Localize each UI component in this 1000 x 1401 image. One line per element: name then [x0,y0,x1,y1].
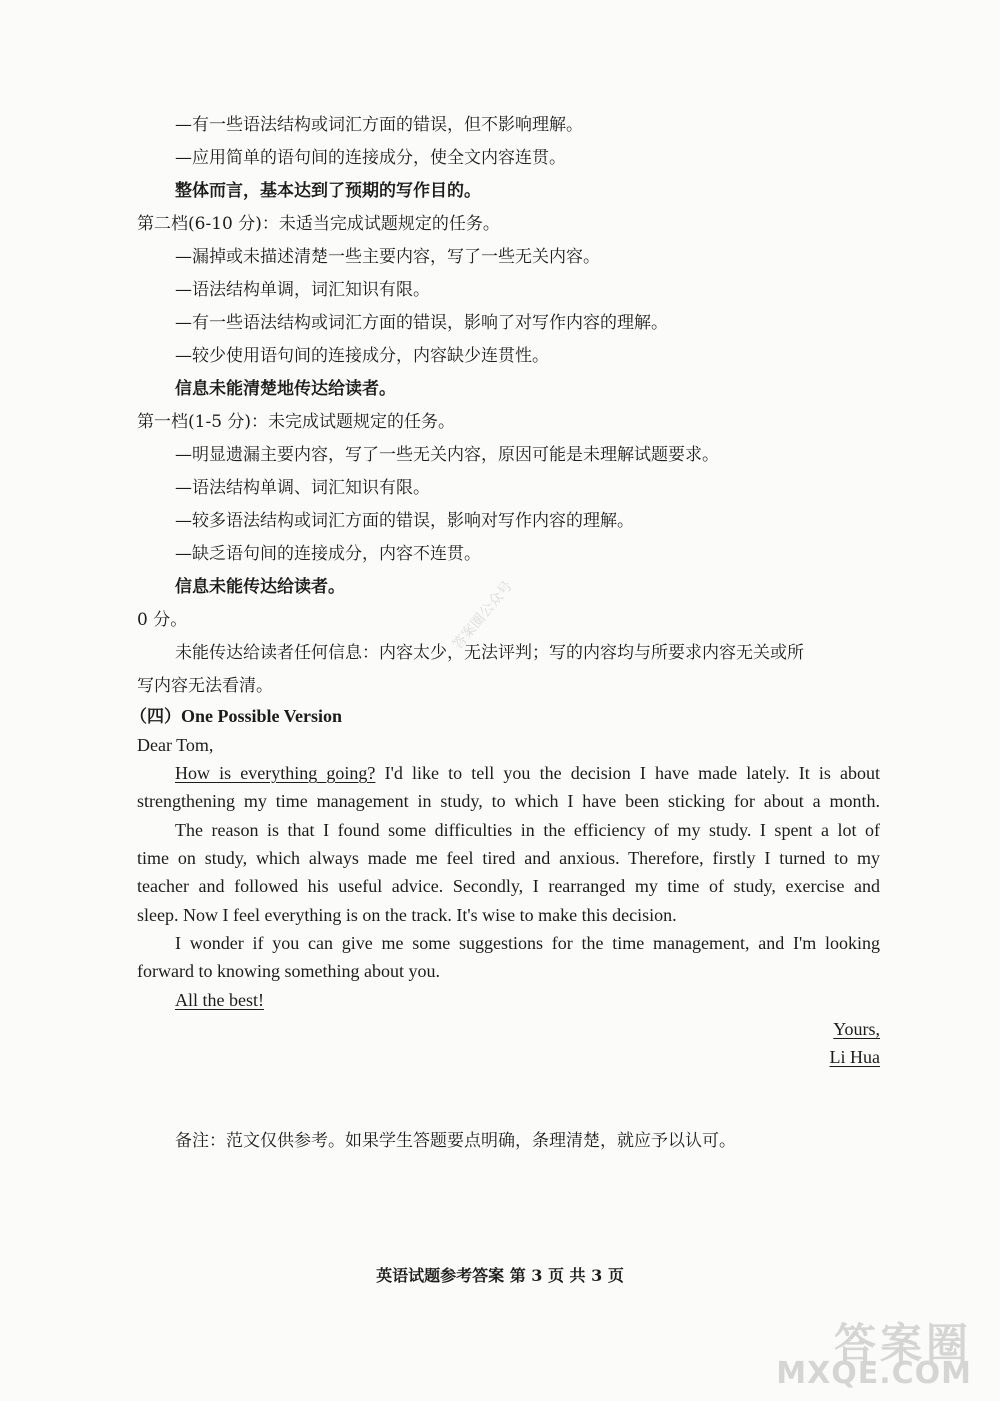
letter-opening-question: How is everything going? [175,763,376,783]
letter-sign-off: Yours, [833,1019,880,1039]
letter-paragraph-line: I wonder if you can give me some suggestions for the time management, and I'm looking [175,933,880,953]
criteria-line: —有一些语法结构或词汇方面的错误，影响了对写作内容的理解。 [175,313,668,333]
criteria-summary: 整体而言，基本达到了预期的写作目的。 [175,181,481,201]
grade-heading: 第二档(6-10 分)：未适当完成试题规定的任务。 [137,214,500,234]
criteria-summary: 信息未能传达给读者。 [175,577,345,597]
letter-paragraph-line: The reason is that I found some difficulties in the efficiency of my study. I spent a lot of [175,820,880,840]
watermark-stamp: 答案圈公众号 [449,578,516,653]
criteria-line: —明显遗漏主要内容，写了一些无关内容，原因可能是未理解试题要求。 [175,445,719,465]
criteria-summary: 信息未能清楚地传达给读者。 [175,379,396,399]
page-footer: 英语试题参考答案 第 3 页 共 3 页 [376,1266,624,1285]
criteria-line: —缺乏语句间的连接成分，内容不连贯。 [175,544,481,564]
watermark-site: MXQE.COM [776,1356,972,1391]
criteria-line: —较少使用语句间的连接成分，内容缺少连贯性。 [175,346,549,366]
letter-paragraph-line: forward to knowing something about you. [137,961,440,981]
letter-paragraph-line [175,761,880,785]
criteria-line: —漏掉或未描述清楚一些主要内容，写了一些无关内容。 [175,247,600,267]
letter-paragraph-line: teacher and followed his useful advice. Secondly, I rearranged my time of study, exercise and [137,876,880,896]
note: 备注：范文仅供参考。如果学生答题要点明确，条理清楚，就应予以认可。 [175,1131,736,1151]
letter-paragraph-line: strengthening my time management in study, to which I have been sticking for about a month. [137,791,880,811]
letter-paragraph-line: sleep. Now I feel everything is on the track. It's wise to make this decision. [137,905,677,925]
criteria-line: —应用简单的语句间的连接成分，使全文内容连贯。 [175,148,566,168]
letter-closing: All the best! [175,990,264,1010]
criteria-line: —语法结构单调、词汇知识有限。 [175,478,430,498]
watermark-logo [776,1311,980,1391]
grade-heading: 0 分。 [137,610,188,630]
section-title: One Possible Version [181,706,343,726]
letter-greeting: Dear Tom, [137,735,214,755]
letter-signature: Li Hua [829,1047,880,1067]
grade-heading: 第一档(1-5 分)：未完成试题规定的任务。 [137,412,456,432]
section-number: （四） [130,707,181,727]
criteria-line: —较多语法结构或词汇方面的错误，影响对写作内容的理解。 [175,511,634,531]
criteria-line: —语法结构单调，词汇知识有限。 [175,280,430,300]
section-heading [130,704,342,729]
letter-text: I'd like to tell you the decision I have made lately. It is about [375,763,881,783]
watermark-logo-text: 答案圈 [833,1319,972,1368]
criteria-line: 未能传达给读者任何信息：内容太少，无法评判；写的内容均与所要求内容无关或所 [175,643,804,663]
letter-paragraph-line: time on study, which always made me feel tired and anxious. Therefore, firstly I turned to my [137,848,880,868]
criteria-line: 写内容无法看清。 [137,676,273,696]
criteria-line: —有一些语法结构或词汇方面的错误，但不影响理解。 [175,115,583,135]
